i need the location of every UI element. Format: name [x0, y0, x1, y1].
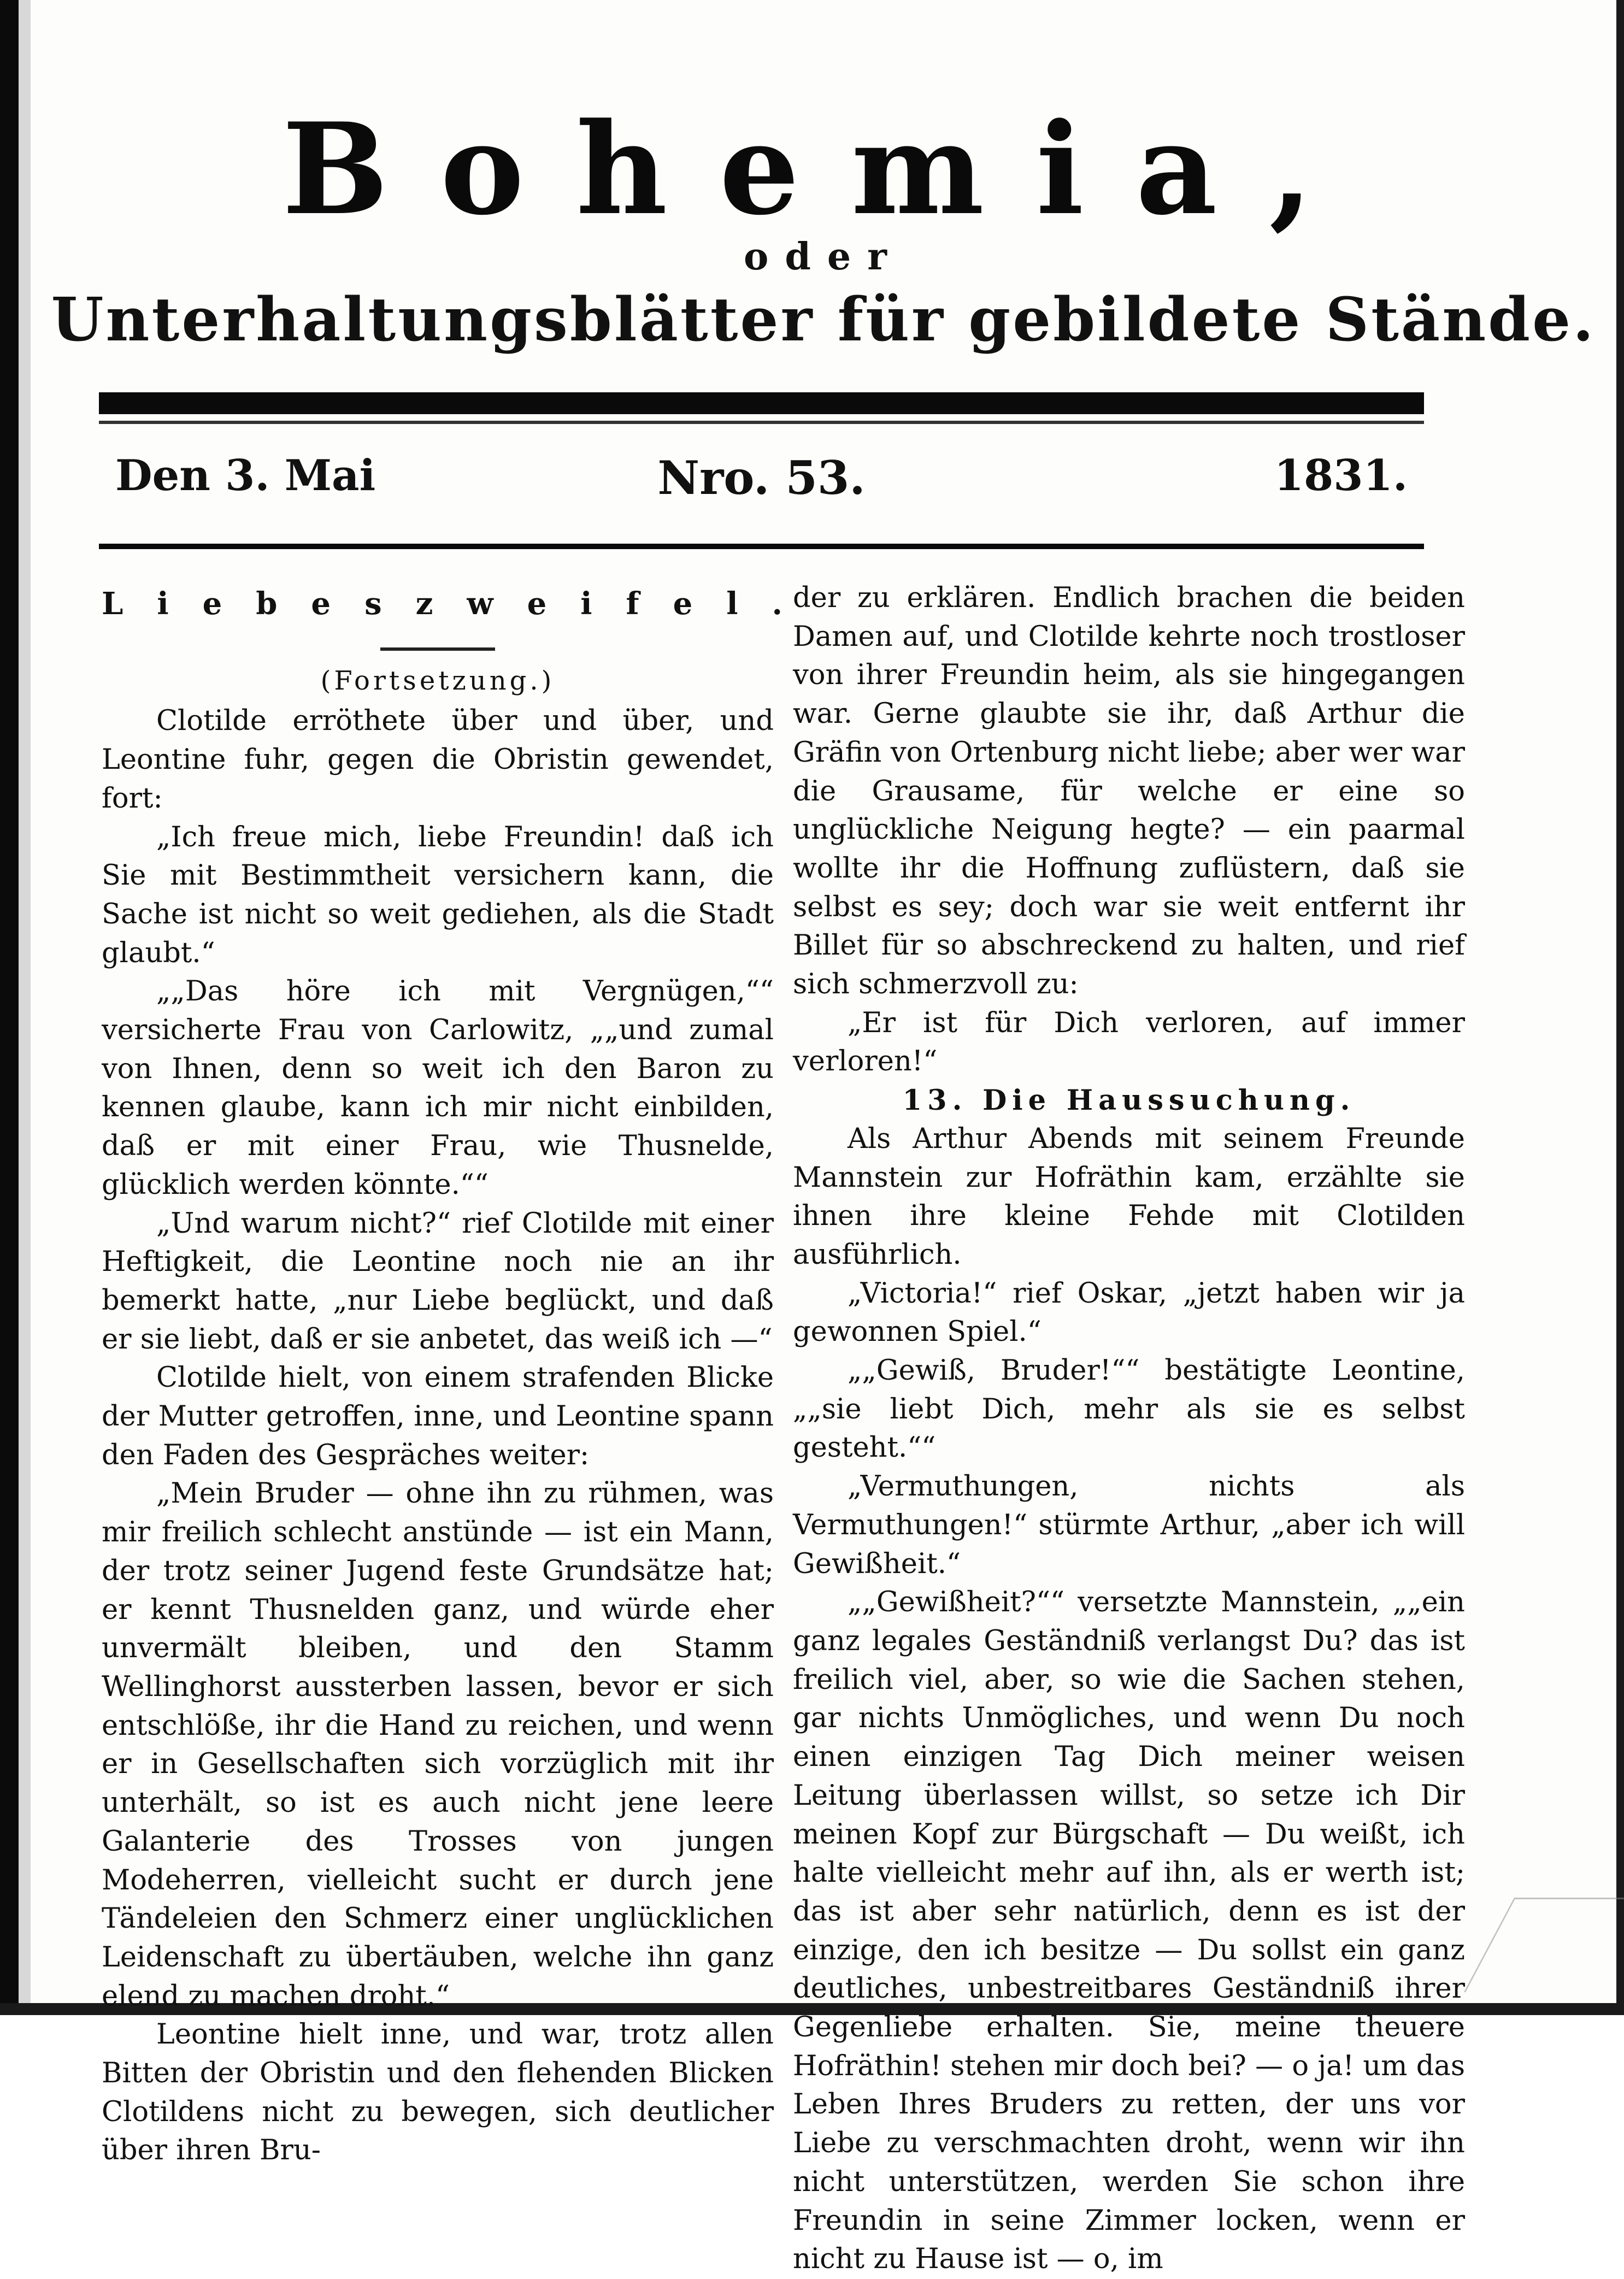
left-column [102, 579, 816, 2170]
masthead-title: Bohemia, [282, 96, 1365, 243]
title-divider [380, 647, 495, 651]
continuation-note: (Fortsetzung.) [320, 665, 555, 696]
issue-line [99, 451, 1424, 511]
section-heading: 13. Die Haussuchung. [902, 1084, 1356, 1117]
paragraph: „Und warum nicht?“ rief Clotilde mit einer Heftigkeit, die Leontine noch nie an ihr bemerkt hatte, „nur Liebe beglückt, und daß er sie liebt, daß er sie anbetet, das weiß ich —“ [102, 1207, 774, 1356]
paragraph: „„Das höre ich mit Vergnügen,““ versicherte Frau von Carlowitz, „„und zumal von Ihnen, denn so weit ich den Baron zu kennen glaube, kann ich mir nicht einbilden, daß er mit einer Frau, wie Thusnelde, glücklich werden könnte.““ [102, 975, 774, 1201]
paragraph: der zu erklären. Endlich brachen die beiden Damen auf, und Clotilde kehrte noch trostloser von ihrer Freundin heim, als sie hingegangen war. Gerne glaubte sie ihr, daß Arthur die Gräfin von Ortenburg nicht liebe; aber wer war die Grausame, für welche er eine so unglückliche Neigung hegte? — ein paarmal wollte ihr die Hoffnung zuflüstern, daß sie selbst es sey; doch war sie weit entfernt ihr Billet für so abschreckend zu halten, und rief sich schmerzvoll zu: [793, 582, 1465, 1001]
scan-border-left-inner [19, 0, 31, 2015]
issue-year: 1831. [1274, 451, 1408, 500]
paragraph: „Victoria!“ rief Oskar, „jetzt haben wir ja gewonnen Spiel.“ [793, 1277, 1465, 1348]
newspaper-page [31, 0, 1616, 2276]
scan-border-right [1616, 0, 1624, 2015]
scan-border-left [0, 0, 19, 2015]
paragraph: Als Arthur Abends mit seinem Freunde Mannstein zur Hofräthin kam, erzählte sie ihnen ihre kleine Fehde mit Clotilden ausführlich. [793, 1122, 1465, 1271]
issue-rule [99, 544, 1424, 549]
issue-date: Den 3. Mai [115, 451, 376, 500]
issue-number: Nro. 53. [657, 451, 866, 505]
paragraph: „„Gewißheit?““ versetzte Mannstein, „„ein ganz legales Geständniß verlangst Du? das ist freilich viel, aber, so wie die Sachen stehen, gar nichts Unmögliches, und wenn Du noch einen einzigen Tag Dich meiner weisen Leitung überlassen willst, so setze ich Dir meinen Kopf zur Bürgschaft — Du weißt, ich halte vielleicht mehr auf ihn, als er werth ist; das ist aber sehr natürlich, denn es ist der einzige, den ich besitze — Du sollst ein ganz deutliches, unbestreitbares Geständniß ihrer Gegenliebe erhalten. Sie, meine theuere Hofräthin! stehen mir doch bei? — o ja! um das Leben Ihres Bruders zu retten, der uns vor Liebe zu verschmachten droht, wenn wir ihn nicht unterstützen, werden Sie schon ihre Freundin in seine Zimmer locken, wenn er nicht zu Hause ist — o, im [793, 1586, 1465, 2276]
paragraph: „Er ist für Dich verloren, auf immer verloren!“ [793, 1006, 1465, 1078]
right-column [793, 579, 1465, 2279]
page-corner-fold [1464, 1898, 1624, 1992]
paragraph: „Vermuthungen, nichts als Vermuthungen!“ stürmte Arthur, „aber ich will Gewißheit.“ [793, 1470, 1465, 1580]
paragraph: „„Gewiß, Bruder!““ bestätigte Leontine, „„sie liebt Dich, mehr als sie es selbst gesteht.““ [793, 1355, 1465, 1464]
article-title: Liebeszweifel. [102, 586, 816, 622]
masthead-subtitle: Unterhaltungsblätter für gebildete Stände. [51, 284, 1596, 355]
masthead-rule-thin [99, 421, 1424, 424]
paragraph: Leontine hielt inne, und war, trotz allen Bitten der Obristin und den flehenden Blicken Clotildens nicht zu bewegen, sich deutlicher über ihren Bru- [102, 2018, 774, 2167]
masthead-connector: oder [744, 235, 903, 279]
paragraph: Clotilde hielt, von einem strafenden Blicke der Mutter getroffen, inne, und Leontine spann den Faden des Gespräches weiter: [102, 1362, 774, 1471]
paragraph: Clotilde erröthete über und über, und Leontine fuhr, gegen die Obristin gewendet, fort: [102, 705, 774, 815]
masthead-rule-thick [99, 392, 1424, 414]
paragraph: „Mein Bruder — ohne ihn zu rühmen, was mir freilich schlecht anstünde — ist ein Mann, der trotz seiner Jugend feste Grundsätze hat; er kennt Thusnelden ganz, und würde eher unvermält bleiben, und den Stamm Wellinghorst aussterben lassen, bevor er sich entschlöße, ihr die Hand zu reichen, und wenn er in Gesellschaften sich vorzüglich mit ihr unterhält, so ist es auch nicht jene leere Galanterie des Trosses von jungen Modeherren, vielleicht sucht er durch jene Tändeleien den Schmerz einer unglücklichen Leidenschaft zu übertäuben, welche ihn ganz elend zu machen droht.“ [102, 1477, 774, 2012]
paragraph: „Ich freue mich, liebe Freundin! daß ich Sie mit Bestimmtheit versichern kann, die Sache ist nicht so weit gediehen, als die Stadt glaubt.“ [102, 821, 774, 969]
